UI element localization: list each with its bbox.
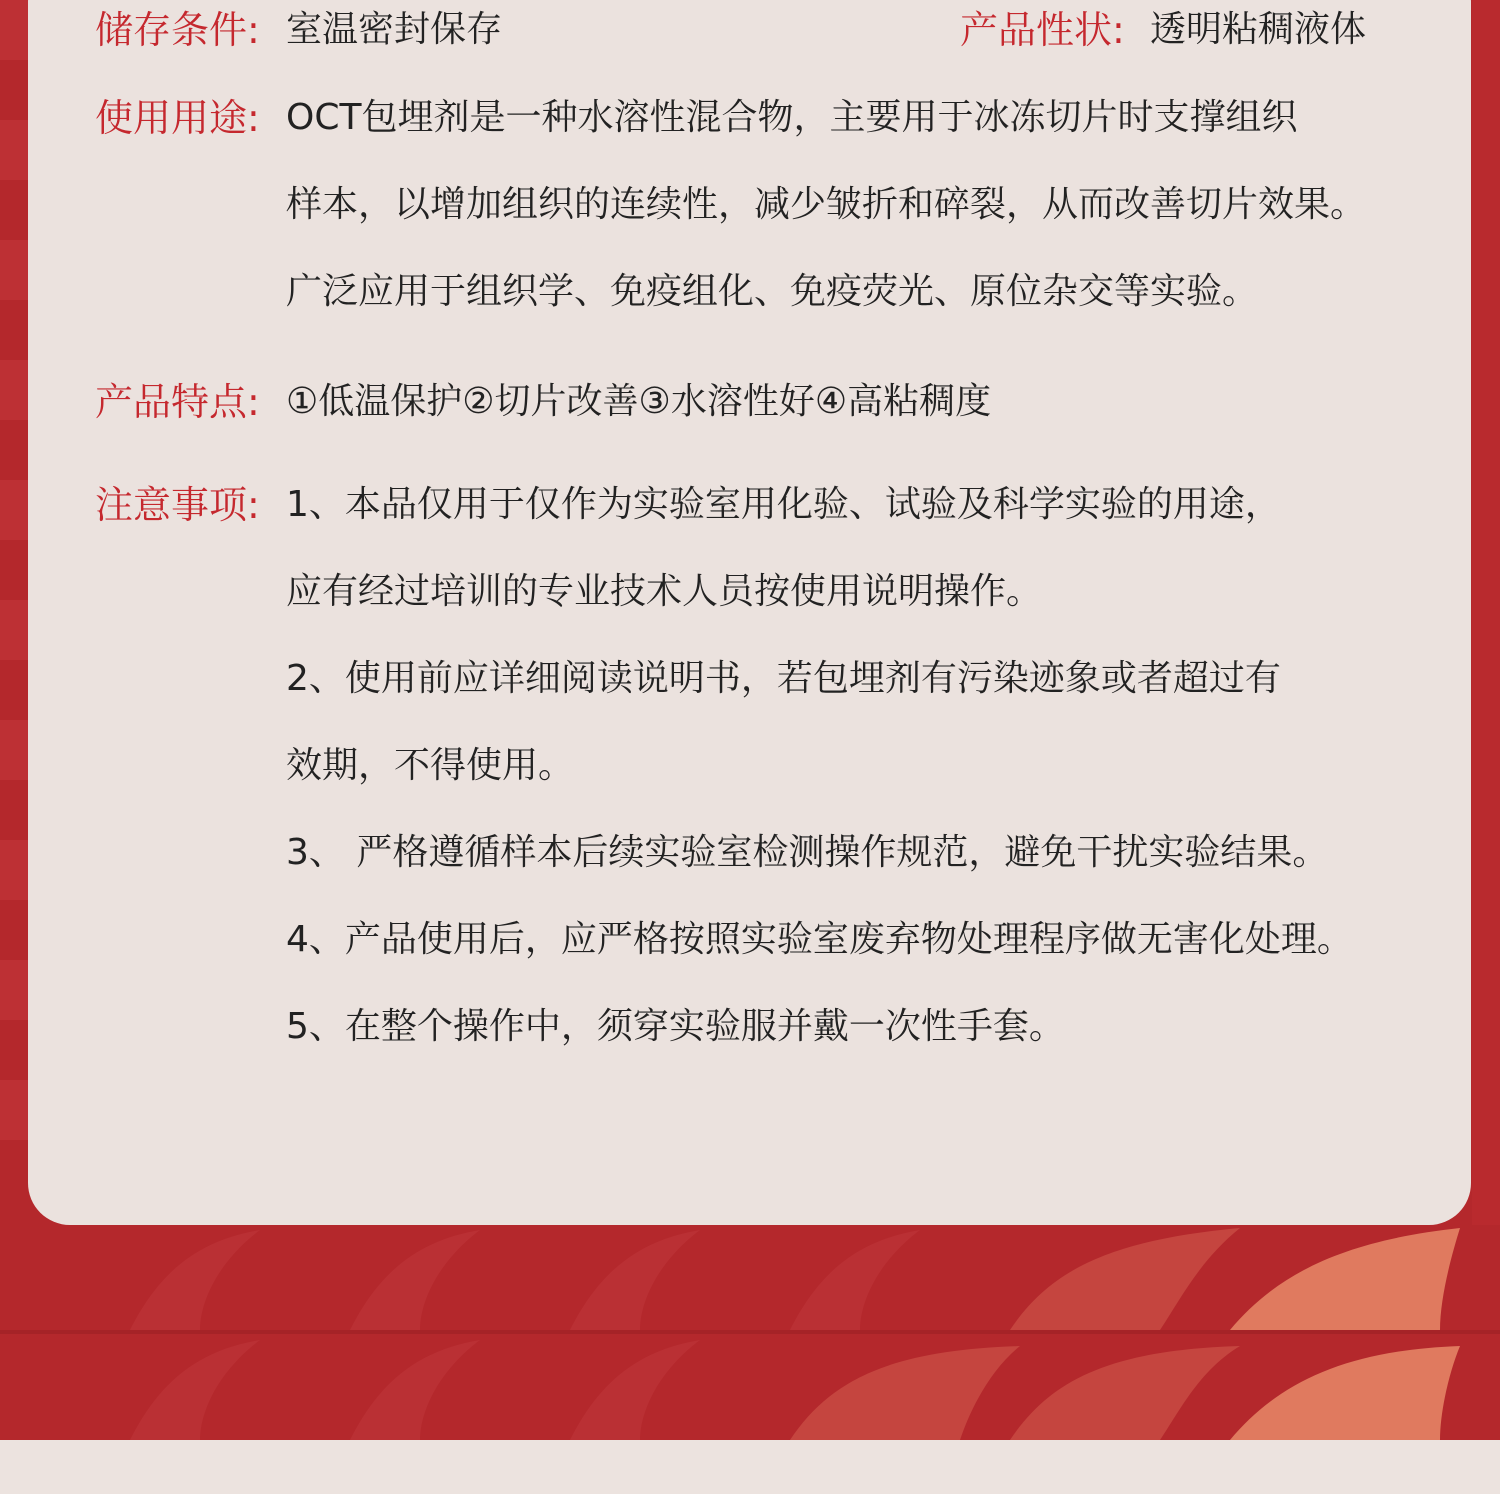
- notes-line: 3、 严格遵循样本后续实验室检测操作规范，避免干扰实验结果。: [286, 832, 1329, 873]
- features-value: ①低温保护②切片改善③水溶性好④高粘稠度: [286, 381, 992, 422]
- notes-line: 1、本品仅用于仅作为实验室用化验、试验及科学实验的用途，: [286, 484, 1281, 525]
- notes-value: [286, 475, 1460, 1057]
- notes-line: 5、在整个操作中，须穿实验服并戴一次性手套。: [286, 1006, 1065, 1047]
- features-label: 产品特点:: [95, 380, 260, 424]
- notes-line: 效期，不得使用。: [286, 745, 575, 786]
- notes-line: 2、使用前应详细阅读说明书，若包埋剂有污染迹象或者超过有: [286, 658, 1281, 699]
- notes-line: 4、产品使用后，应严格按照实验室废弃物处理程序做无害化处理。: [286, 919, 1353, 960]
- storage-label: 储存条件:: [95, 8, 260, 52]
- usage-line: 样本，以增加组织的连续性，减少皱折和碎裂，从而改善切片效果。: [286, 184, 1367, 225]
- usage-line: 广泛应用于组织学、免疫组化、免疫荧光、原位杂交等实验。: [286, 271, 1259, 312]
- notes-label: 注意事项:: [95, 483, 260, 527]
- usage-value: [286, 88, 1460, 322]
- usage-line: OCT包埋剂是一种水溶性混合物，主要用于冰冻切片时支撑组织: [286, 97, 1298, 138]
- bottom-strip: [0, 1440, 1500, 1494]
- notes-line: 应有经过培训的专业技术人员按使用说明操作。: [286, 571, 1043, 612]
- appearance-label: 产品性状:: [960, 8, 1125, 52]
- appearance-value: 透明粘稠液体: [1150, 9, 1367, 50]
- storage-value: 室温密封保存: [286, 9, 503, 50]
- usage-label: 使用用途:: [95, 96, 260, 140]
